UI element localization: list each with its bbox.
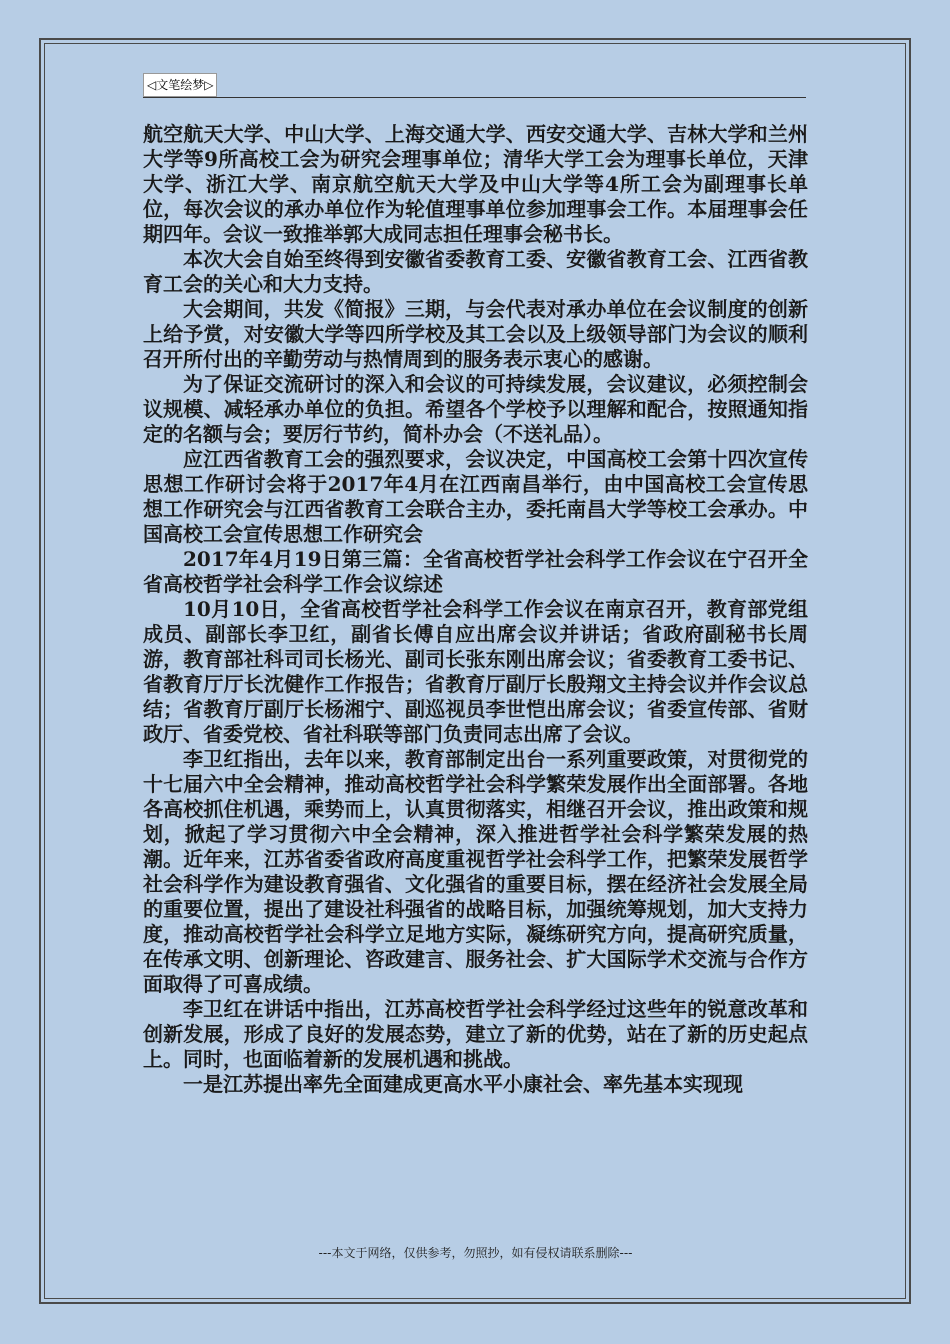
paragraph: 李卫红指出，去年以来，教育部制定出台一系列重要政策，对贯彻党的十七届六中全会精神，推动高校哲学社会科学繁荣发展作出全面部署。各地各高校抓住机遇，乘势而上，认真贯彻落实，相继召开会议，推出政策和规划，掀起了学习贯彻六中全会精神，深入推进哲学社会科学繁荣发展的热潮。近年来，江苏省委省政府高度重视哲学社会科学工作，把繁荣发展哲学社会科学作为建设教育强省、文化强省的重要目标，摆在经济社会发展全局的重要位置，提出了建设社科强省的战略目标，加强统筹规划，加大支持力度，推动高校哲学社会科学立足地方实际，凝练研究方向，提高研究质量，在传承文明、创新理论、咨政建言、服务社会、扩大国际学术交流与合作方面取得了可喜成绩。 (143, 747, 808, 996)
paragraph: 本次大会自始至终得到安徽省委教育工委、安徽省教育工会、江西省教育工会的关心和大力支持。 (143, 247, 808, 296)
paragraph: 应江西省教育工会的强烈要求，会议决定，中国高校工会第十四次宣传思想工作研讨会将于2017年4月在江西南昌举行，由中国高校工会宣传思想工作研究会与江西省教育工会联合主办，委托南昌大学等校工会承办。中国高校工会宣传思想工作研究会 (143, 447, 808, 546)
paragraph: 一是江苏提出率先全面建成更高水平小康社会、率先基本实现现 (183, 1072, 743, 1096)
paragraph: 航空航天大学、中山大学、上海交通大学、西安交通大学、吉林大学和兰州大学等9所高校工会为研究会理事单位；清华大学工会为理事长单位，天津大学、浙江大学、南京航空航天大学及中山大学等4所工会为副理事长单位，每次会议的承办单位作为轮值理事单位参加理事会工作。本届理事会任期四年。会议一致推举郭大成同志担任理事会秘书长。 (143, 122, 808, 246)
header-rule (143, 97, 806, 98)
paragraph: 为了保证交流研讨的深入和会议的可持续发展，会议建议，必须控制会议规模、减轻承办单位的负担。希望各个学校予以理解和配合，按照通知指定的名额与会；要厉行节约，简朴办会（不送礼品）。 (143, 372, 808, 446)
paragraph: 2017年4月19日第三篇：全省高校哲学社会科学工作会议在宁召开全省高校哲学社会科学工作会议综述 (143, 547, 808, 596)
paragraph: 李卫红在讲话中指出，江苏高校哲学社会科学经过这些年的锐意改革和创新发展，形成了良好的发展态势，建立了新的优势，站在了新的历史起点上。同时，也面临着新的发展机遇和挑战。 (143, 997, 808, 1071)
paragraph: 10月10日，全省高校哲学社会科学工作会议在南京召开，教育部党组成员、副部长李卫红，副省长傅自应出席会议并讲话；省政府副秘书长周游，教育部社科司司长杨光、副司长张东刚出席会议；省委教育工委书记、省教育厅厅长沈健作工作报告；省教育厅副厅长殷翔文主持会议并作会议总结；省教育厅副厅长杨湘宁、副巡视员李世恺出席会议；省委宣传部、省财政厅、省委党校、省社科联等部门负责同志出席了会议。 (143, 597, 808, 746)
paragraph: 大会期间，共发《简报》三期，与会代表对承办单位在会议制度的创新上给予赏，对安徽大学等四所学校及其工会以及上级领导部门为会议的顺利召开所付出的辛勤劳动与热情周到的服务表示衷心的感谢。 (143, 297, 808, 371)
footer-disclaimer: ---本文于网络，仅供参考，勿照抄，如有侵权请联系删除--- (318, 1246, 633, 1260)
header-tag: ◁文笔绘梦▷ (143, 73, 217, 97)
document-body (143, 122, 808, 1222)
